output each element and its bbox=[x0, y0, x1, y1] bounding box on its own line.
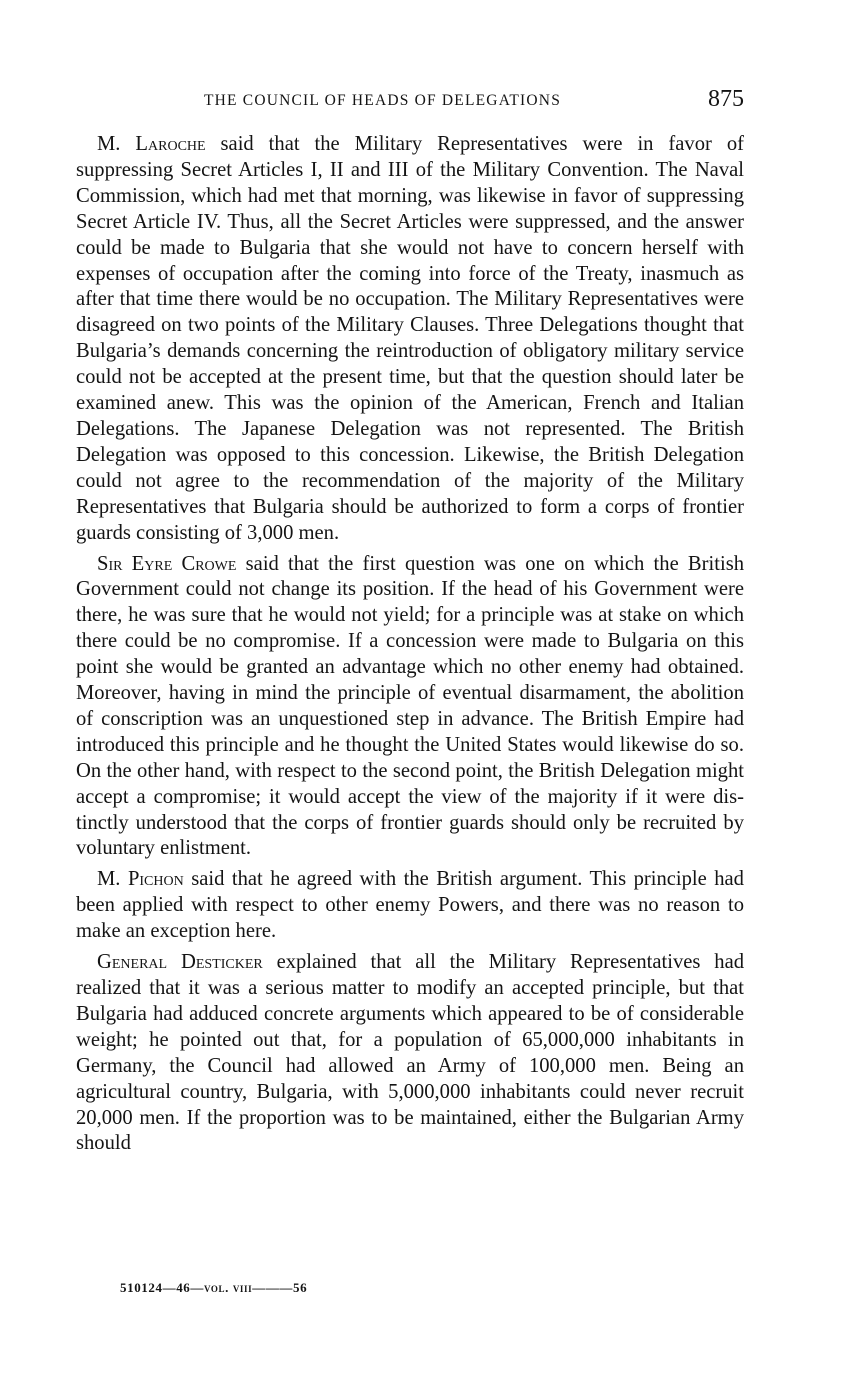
body-text bbox=[76, 132, 744, 1162]
signature-sheet: ———56 bbox=[252, 1280, 308, 1295]
paragraph-crowe bbox=[76, 552, 744, 863]
signature-number: 510124—46— bbox=[120, 1280, 204, 1295]
paragraph-text: said that he agreed with the British argument. This principle had been applied with respect to other enemy Powers, and there was no reason to make an exception here. bbox=[76, 868, 744, 943]
running-head bbox=[76, 88, 744, 118]
paragraph-text: said that the Military Representatives were in favor of suppressing Secret Articles I, II and III of the Military Convention. The Naval Commission, which had met that morning, was likewise in favor of suppressing Secret Article IV. Thus, all the Secret Articles were suppressed, and the answer could be made to Bulgaria that she would not have to concern herself with expenses of occupation after the coming into force of the Treaty, inasmuch as after that time there would be no occupation. The Military Representatives were disagreed on two points of the Military Clauses. Three Delegations thought that Bulgaria’s demands concerning the reintroduction of obligatory military service could not be accepted at the present time, but that the question should later be examined anew. This was the opinion of the American, French and Italian Delegations. The Japanese Delegation was not represented. The British Delegation was opposed to this concession. Likewise, the British Delegation could not agree to the recommendation of the majority of the Military Representatives that Bulgaria should be authorized to form a corps of frontier guards consisting of 3,000 men. bbox=[76, 133, 745, 544]
printer-signature bbox=[120, 1280, 307, 1296]
running-title: THE COUNCIL OF HEADS OF DELEGATIONS bbox=[204, 92, 562, 109]
page-number: 875 bbox=[708, 86, 744, 112]
paragraph-text: explained that all the Military Representatives had realized that it was a serious matter to modify an accepted principle, but that Bulgaria had adduced concrete arguments which appeared to be of considerable weight; he pointed out that, for a population of 65,000,000 inhabitants in Germany, the Council had allowed an Army of 100,000 men. Being an agricultural country, Bulgaria, with 5,000,000 inhabitants could never recruit 20,000 men. If the proportion was to be maintained, either the Bulgarian Army should bbox=[76, 951, 745, 1155]
paragraph-laroche bbox=[76, 132, 744, 547]
signature-volume: vol. viii bbox=[204, 1280, 253, 1295]
speaker-name: General Desticker bbox=[97, 951, 263, 974]
paragraph-desticker bbox=[76, 950, 744, 1157]
speaker-name: M. Pichon bbox=[97, 868, 184, 891]
paragraph-text: said that the first question was one on which the British Government could not change its position. If the head of his Government were there, he was sure that he would not yield; for a principle was at stake on which there could be no compromise. If a concession were made to Bulgaria on this point she would be granted an advantage which no other enemy had obtained. Moreover, having in mind the principle of eventual disarmament, the abolition of conscription was an unquestioned step in advance. The British Empire had introduced this principle and he thought the United States would likewise do so. On the other hand, with respect to the second point, the British Delegation might accept a compromise; it would accept the view of the majority if it were distinctly understood that the corps of frontier guards should only be recruited by voluntary enlistment. bbox=[76, 552, 744, 860]
paragraph-pichon bbox=[76, 867, 744, 945]
speaker-name: M. Laroche bbox=[97, 133, 206, 155]
speaker-name: Sir Eyre Crowe bbox=[97, 552, 237, 575]
